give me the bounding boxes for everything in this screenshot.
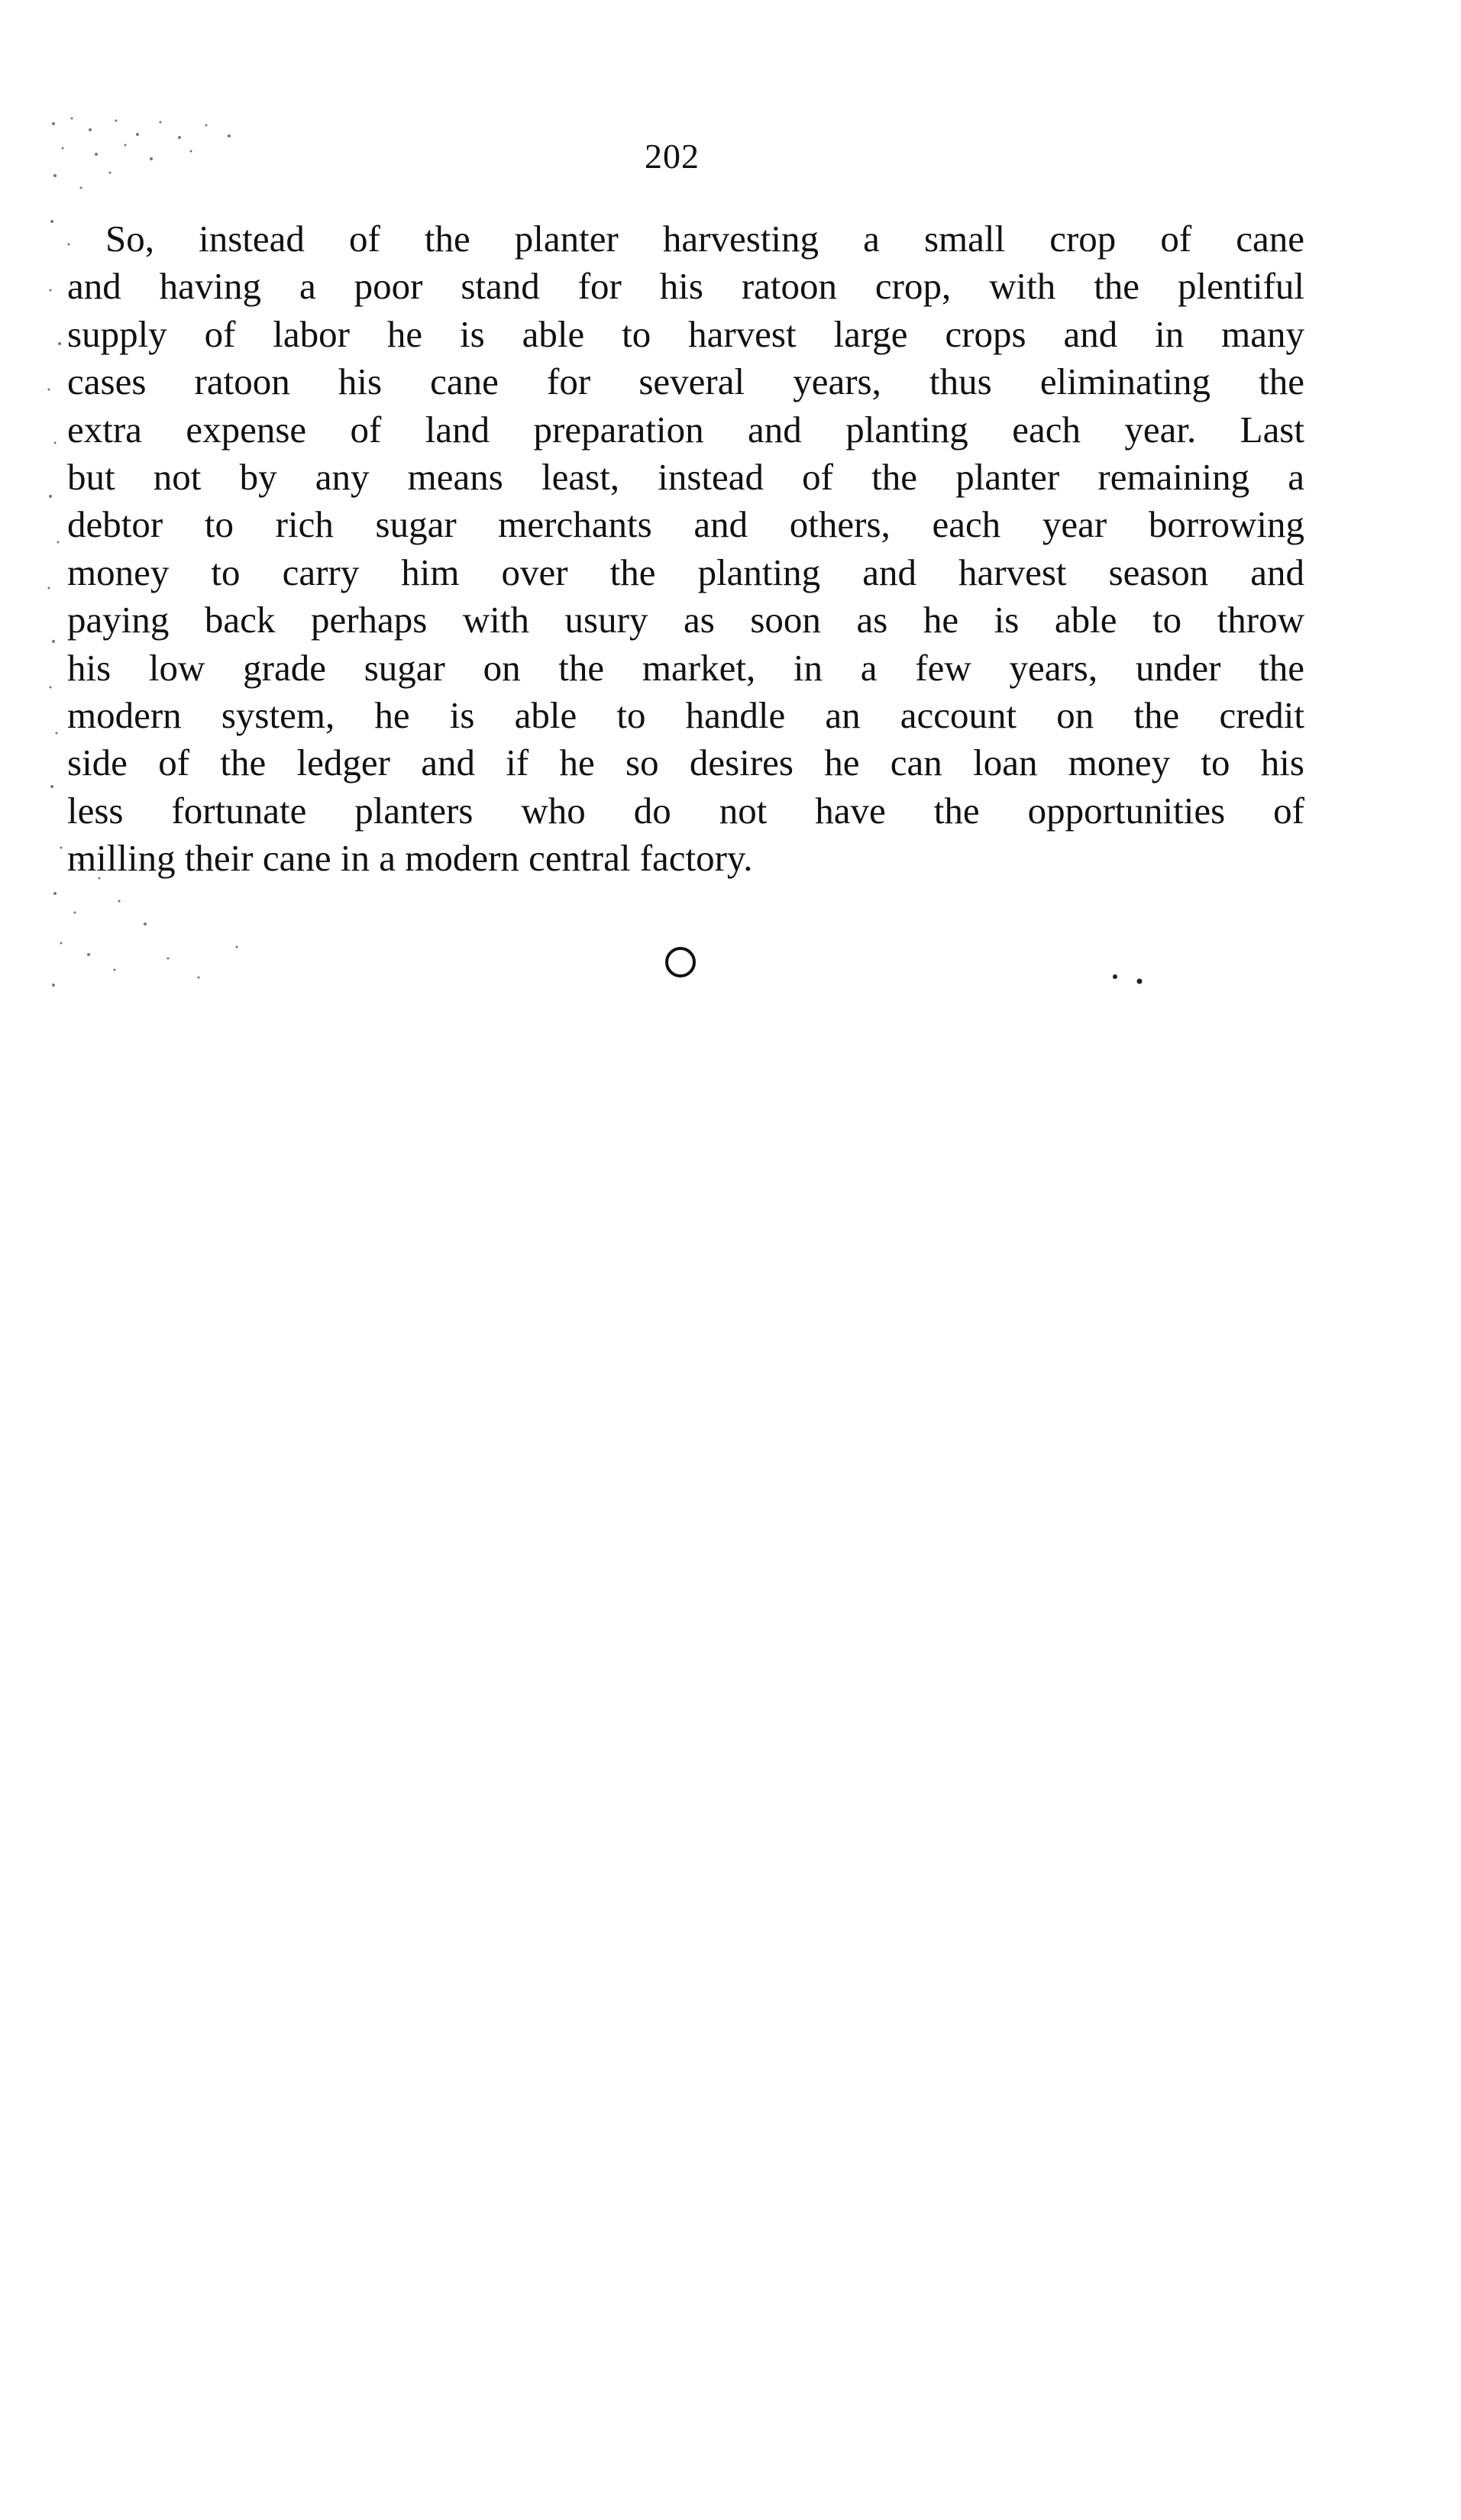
text-line: cases ratoon his cane for several years, thus eliminating the	[67, 360, 1304, 403]
text-line: debtor to rich sugar merchants and others, each year borrowing	[67, 503, 1304, 546]
text-line: milling their cane in a modern central factory.	[67, 837, 753, 880]
text-line: less fortunate planters who do not have the opportunities of	[67, 789, 1304, 832]
text-line: but not by any means least, instead of the planter remaining a	[67, 456, 1304, 499]
text-line: and having a poor stand for his ratoon crop, with the plentiful	[67, 265, 1304, 308]
text-line: paying back perhaps with usury as soon as he is able to throw	[67, 599, 1304, 641]
text-line: side of the ledger and if he so desires he can loan money to his	[67, 741, 1304, 784]
text-line: So, instead of the planter harvesting a small crop of cane	[105, 218, 1304, 260]
scan-speck-dots	[1100, 966, 1161, 989]
page-number: 202	[645, 137, 700, 176]
text-line: modern system, he is able to handle an account on the credit	[67, 694, 1304, 737]
text-line: money to carry him over the planting and harvest season and	[67, 551, 1304, 593]
text-line: extra expense of land preparation and planting each year. Last	[67, 408, 1304, 451]
body-paragraph	[67, 215, 1304, 883]
text-line: supply of labor he is able to harvest large crops and in many	[67, 312, 1304, 355]
text-line: his low grade sugar on the market, in a few years, under the	[67, 646, 1304, 689]
section-end-circle-icon	[661, 943, 700, 981]
